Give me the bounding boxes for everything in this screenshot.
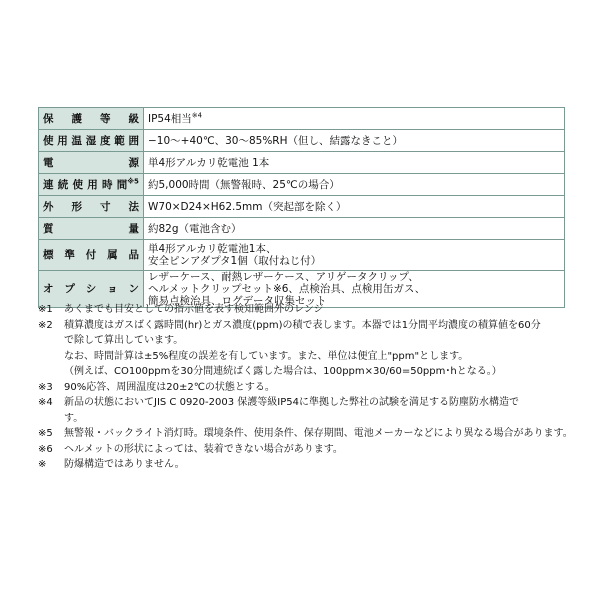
spec-row	[39, 130, 565, 152]
spec-row	[39, 174, 565, 196]
footnote-line: で除して算出しています。	[64, 335, 184, 346]
spec-row	[39, 196, 565, 218]
footnote-line: す。	[64, 412, 84, 424]
footnote	[38, 457, 578, 473]
footnote-text	[64, 442, 578, 458]
spec-value-line: IP54相当	[148, 112, 192, 125]
footnote-mark: ※	[38, 459, 47, 470]
spec-label	[39, 218, 144, 240]
spec-value-line: 簡易点検治具、ログデータ収集セット	[148, 295, 327, 307]
footnote-line: ヘルメットの形状によっては、装着できない場合があります。	[64, 443, 343, 455]
spec-row	[39, 218, 565, 240]
spec-label	[39, 152, 144, 174]
spec-value-line: W70×D24×H62.5mm（突起部を除く）	[148, 200, 347, 213]
spec-label-text: 連 続 使 用 時 間$^{※5}$	[43, 177, 139, 191]
spec-label-text: 質 量	[43, 222, 139, 235]
footnote-text	[64, 457, 578, 473]
spec-label-text: 外 形 寸 法	[43, 200, 139, 213]
footnote	[38, 395, 578, 426]
spec-value	[144, 218, 565, 240]
spec-label	[39, 130, 144, 152]
spec-table	[38, 107, 565, 308]
footnote-ref: ※4	[191, 111, 203, 119]
footnote-mark: ※5	[38, 428, 53, 439]
footnote-mark: ※4	[38, 397, 53, 408]
spec-value	[144, 196, 565, 218]
footnote-ref: ※5	[127, 177, 139, 185]
spec-label	[39, 108, 144, 130]
spec-value-line: 安全ピンアダプタ1個（取付ねじ付）	[148, 255, 322, 267]
footnote-mark: ※1	[38, 304, 53, 315]
footnote-mark: ※2	[38, 319, 53, 331]
footnote-line: あくまでも目安としての指示値を表す検知範囲外のレンジ	[64, 304, 324, 315]
footnote-mark: ※6	[38, 443, 53, 455]
footnote-line: 無警報・バックライト消灯時。環境条件、使用条件、保存期間、電池メーカーなどにより異なる場合があります。	[64, 428, 573, 439]
spec-value	[144, 174, 565, 196]
footnote-line: 積算濃度はガスばく露時間(hr)とガス濃度(ppm)の積で表します。本器では1分間平均濃度の積算値を60分	[64, 319, 541, 331]
spec-label	[39, 196, 144, 218]
spec-value	[144, 130, 565, 152]
spec-value-line: −10〜+40℃、30〜85%RH（但し、結露なきこと）	[148, 134, 403, 147]
footnote	[38, 442, 578, 458]
footnote-text	[64, 380, 578, 396]
spec-label	[39, 240, 144, 271]
footnote-line: 防爆構造ではありません。	[64, 459, 185, 470]
footnote-line: （例えば、CO100ppmを30分間連続ばく露した場合は、100ppm×30/60=50ppm･hとなる。）	[64, 366, 502, 377]
spec-value-line: レザーケース、耐熱レザーケース、アリゲータクリップ、	[148, 271, 419, 283]
footnote-text	[64, 318, 578, 380]
spec-row	[39, 152, 565, 174]
spec-label	[39, 174, 144, 196]
footnote	[38, 426, 578, 442]
footnote-line: なお、時間計算は±5%程度の誤差を有しています。また、単位は便宜上"ppm"とします。	[64, 350, 469, 362]
footnote	[38, 302, 578, 318]
footnote	[38, 318, 578, 380]
spec-label-text: 保 護 等 級	[43, 112, 139, 125]
footnote	[38, 380, 578, 396]
footnote-line: 新品の状態においてJIS C 0920-2003 保護等級IP54に準拠した弊社の試験を満足する防塵防水構造で	[64, 397, 519, 408]
spec-value-line: ヘルメットクリップセット※6、点検治具、点検用缶ガス、	[148, 283, 426, 295]
spec-value-line: 単4形アルカリ乾電池 1本	[148, 156, 270, 169]
footnote-text	[64, 395, 578, 426]
notes-section	[38, 302, 578, 473]
spec-value	[144, 152, 565, 174]
spec-row	[39, 240, 565, 271]
footnote-line: 90%応答、周囲温度は20±2℃の状態とする。	[64, 381, 275, 393]
spec-value	[144, 108, 565, 130]
spec-value-line: 単4形アルカリ乾電池1本、	[148, 243, 277, 255]
spec-label-text: 使 用 温 湿 度 範 囲	[43, 134, 139, 147]
footnote-text	[64, 302, 578, 318]
footnote-text	[64, 426, 578, 442]
footnote-mark: ※3	[38, 381, 53, 393]
spec-label-text: 電 源	[43, 156, 139, 169]
spec-value-line: 約5,000時間（無警報時、25℃の場合）	[148, 178, 340, 191]
spec-value-line: 約82g（電池含む）	[148, 222, 242, 235]
spec-label-text: 標 準 付 属 品	[43, 249, 139, 261]
spec-value	[144, 240, 565, 271]
spec-row	[39, 108, 565, 130]
spec-label-text: オ プ シ ョ ン	[43, 283, 139, 295]
